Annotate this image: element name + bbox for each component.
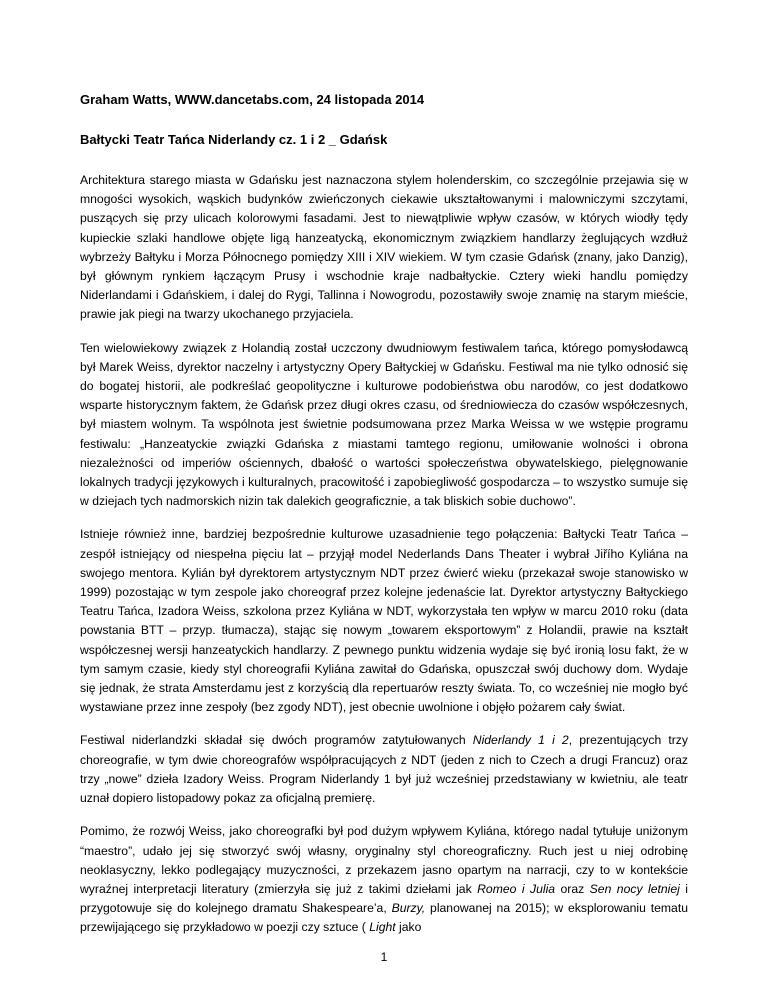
byline: Graham Watts, WWW.dancetabs.com, 24 listopada 2014 (80, 92, 425, 107)
program-title-emphasis: Niderlandy 1 i 2 (472, 733, 569, 748)
paragraph-5-part-1: Pomimo, że rozwój Weiss, jako choreografki był pod dużym wpływem Kyliána, którego nadal tytułuje uniżonym “maestro”, udało jej się stworzyć swój własny, oryginalny styl choreograficzny. Ruch jest u niej odrobinę neoklasyczny, lekko podlegający muzyczności, z przekazem jasno opartym na narracji, czy to w kontekście wyraźnej interpretacji literatury (zmierzyła się już z takimi dziełami jak (80, 824, 688, 896)
page-number: 1 (380, 950, 388, 964)
work-title-romeo: Romeo i Julia (477, 881, 556, 896)
work-title-light: Light (369, 920, 396, 935)
paragraph-5-part-3: i przygotowuje się do kolejnego dramatu Shakespeare’a, (80, 881, 688, 916)
paragraph-2: Ten wielowiekowy związek z Holandią został uczczony dwudniowym festiwalem tańca, którego pomysłodawcą był Marek Weiss, dyrektor naczelny i artystyczny Opery Bałtyckiej w Gdańsku. Festiwal ma nie tylko odnosić się do bogatej historii, ale podkreślać geopolityczne i kulturowe podobieństwa obu narodów, co jest dodatkowo wsparte historycznym faktem, że Gdańsk przez długi okres czasu, od średniowiecza do czasów współczesnych, był miastem wolnym. Ta wspólnota jest świetnie podsumowana przez Marka Weissa w we wstępie programu festiwalu: „Hanzeatyckie związki Gdańska z miastami tamtego regionu, umiłowanie wolności i obrona niezależności od imperiów ościennych, dbałość o wartości społeczeństwa obywatelskiego, pielęgnowanie lokalnych tradycji językowych i kulturalnych, pracowitość i zapobiegliwość gospodarcza – to wszystko sumuje się w dziejach tych nadmorskich nizin tak dalekich geograficznie, a tak bliskich sobie duchowo”. (80, 340, 688, 509)
article-body (80, 171, 688, 952)
paragraph-5-part-5: jako (395, 920, 422, 935)
paragraph-5-part-2: oraz (555, 881, 590, 896)
paragraph-5-part-4: planowanej na 2015); w eksplorowaniu tematu przewijającego się przykładowo w poezji czy sztuce ( (80, 901, 688, 935)
paragraph-4-text-end: , prezentujących trzy choreografie, w tym dwie choreografów współpracujących z NDT (jeden z nich to Czech a drugi Francuz) oraz trzy „nowe” dzieła Izadory Weiss. Program Niderlandy 1 był już wcześniej przedstawiany w kwietniu, ale teatr uznał dopiero listopadowy pokaz za oficjalną premierę. (80, 733, 688, 806)
paragraph-5 (80, 822, 688, 937)
paragraph-4-text: Festiwal niderlandzki składał się dwóch programów zatytułowanych (80, 733, 473, 748)
paragraph-3: Istnieje również inne, bardziej bezpośrednie kulturowe uzasadnienie tego połączenia: Bałtycki Teatr Tańca – zespół istniejący od niespełna pięciu lat – przyjął model Nederlands Dans Theater i wybrał Jiřího Kyliána na swojego mentora. Kylián był dyrektorem artystycznym NDT przez ćwierć wieku (przekazał swoje stanowisko w 1999) pozostając w tym zespole jako choreograf przez kolejne jedenaście lat. Dyrektor artystyczny Bałtyckiego Teatru Tańca, Izadora Weiss, szkolona przez Kyliána w NDT, wykorzystała ten wpływ w marcu 2010 roku (data powstania BTT – przyp. tłumacza), stając się nowym „towarem eksportowym” z Holandii, prawie na kształt współczesnej wersji hanzeatyckich handlarzy. Z pewnego punktu widzenia wydaje się być ironią losu fakt, że w tym samym czasie, kiedy styl choreografii Kyliána zawitał do Gdańska, opuszczał swój duchowy dom. Wydaje się jednak, że strata Amsterdamu jest z korzyścią dla repertuarów reszty świata. To, co wcześniej nie mogło być wystawiane przez inne zespoły (bez zgody NDT), jest obecnie uwolnione i objęło pożarem cały świat. (80, 527, 688, 715)
article-title: Bałtycki Teatr Tańca Niderlandy cz. 1 i 2 _ Gdańsk (80, 132, 388, 147)
work-title-midsummer: Sen nocy letniej (589, 881, 680, 896)
work-title-tempest: Burzy, (391, 901, 426, 916)
paragraph-1: Architektura starego miasta w Gdańsku jest naznaczona stylem holenderskim, co szczególnie przejawia się w mnogości wysokich, wąskich budynków zwieńczonych ciekawie ukształtowanymi i malowniczymi szczytami, puszących się przy ulicach kolorowymi fasadami. Jest to niewątpliwie wpływ czasów, w których wiodły tędy kupieckie szlaki handlowe objęte ligą hanzeatycką, ekonomicznym związkiem handlarzy żeglujących wzdłuż wybrzeży Bałtyku i Morza Północnego pomiędzy XIII i XIV wiekiem. W tym czasie Gdańsk (znany, jako Danzig), był głównym rynkiem łączącym Prusy i wschodnie kraje nadbałtyckie. Cztery wieki handlu pomiędzy Niderlandami i Gdańskiem, i dalej do Rygi, Tallinna i Nowogrodu, pozostawiły swoje znamię na starym mieście, prawie jak piegi na twarzy ukochanego przyjaciela. (80, 173, 688, 322)
paragraph-4 (80, 731, 688, 808)
